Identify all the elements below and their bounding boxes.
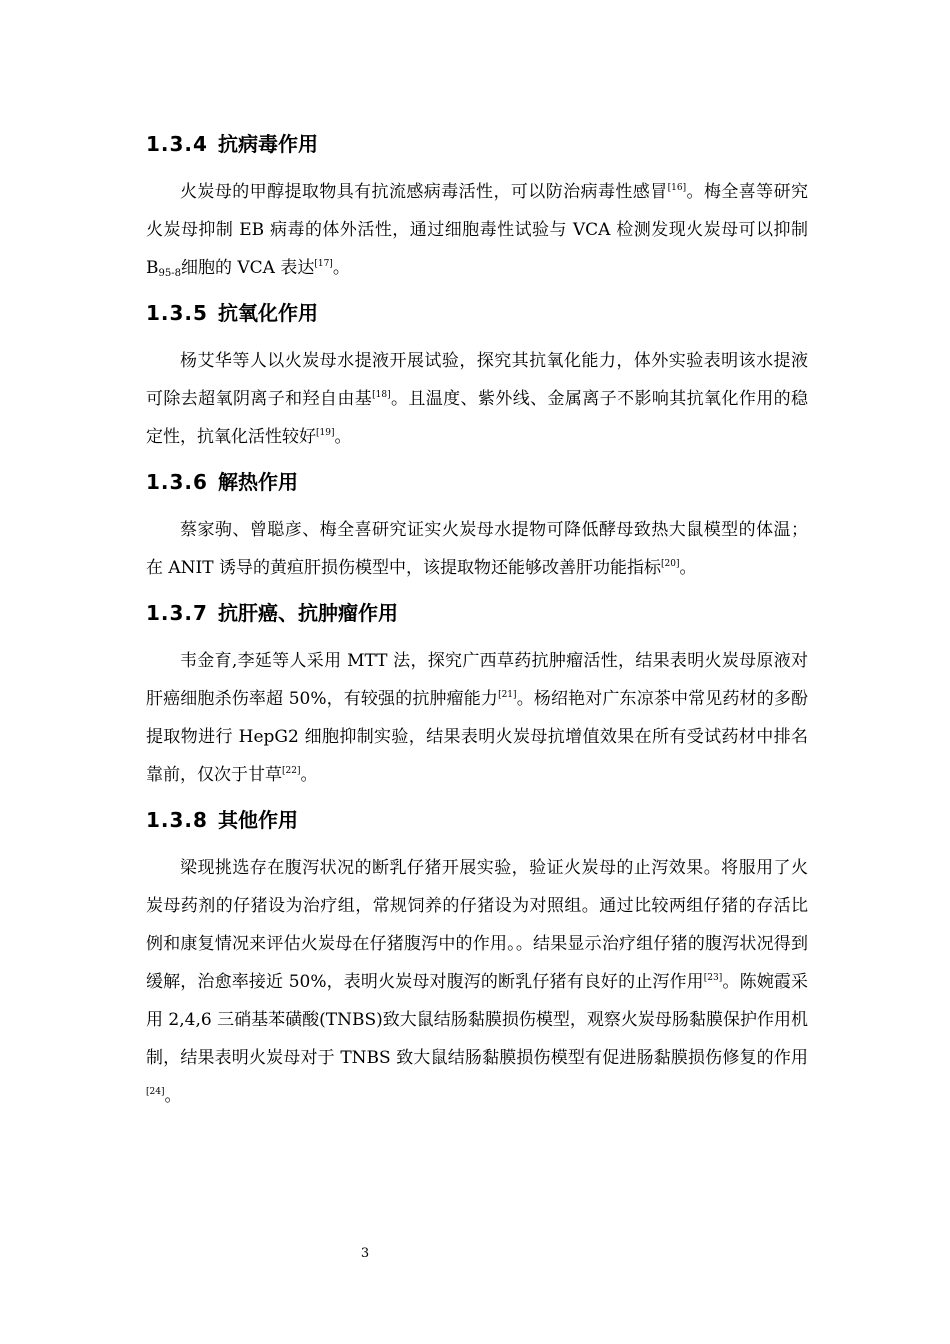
text-run: 。杨绍艳对广东凉茶中常见药材的多酚提取物进行 HepG2 细胞抑制实验，结果表明火炭母抗增值效果在所有受试药材中排名靠前，仅次于甘草	[146, 689, 808, 785]
text-run: 。梅全喜等研究火炭母抑制 EB 病毒的体外活性，通过细胞毒性试验与 VCA 检测发现火炭母可以抑制 B	[146, 182, 809, 278]
section-number: 1.3.6	[146, 470, 208, 494]
citation: [23]	[703, 973, 723, 983]
citation: [21]	[498, 690, 517, 700]
text-run: 。	[334, 427, 352, 447]
section-heading-antiviral	[146, 130, 808, 158]
citation: [24]	[146, 1087, 165, 1097]
text-run: 蔡家驹、曾聪彦、梅全喜研究证实火炭母水提物可降低酵母致热大鼠模型的体温；在 ANIT 诱导的黄疸肝损伤模型中，该提取物还能够改善肝功能指标	[146, 520, 808, 578]
text-run: 。	[164, 1086, 182, 1106]
citation: [17]	[314, 259, 333, 269]
text-run: 。且温度、紫外线、金属离子不影响其抗氧化作用的稳定性，抗氧化活性较好	[146, 389, 809, 447]
section-title: 抗病毒作用	[217, 132, 318, 156]
text-run: 。	[332, 258, 350, 278]
section-heading-antitumor	[146, 599, 808, 627]
citation: [16]	[667, 183, 687, 193]
text-run: 。	[300, 765, 318, 785]
text-run: 细胞的 VCA 表达	[180, 258, 315, 278]
section-number: 1.3.5	[146, 301, 208, 325]
paragraph-antipyretic	[146, 511, 808, 587]
section-title: 解热作用	[217, 470, 298, 494]
citation: [18]	[372, 390, 391, 400]
section-title: 抗氧化作用	[217, 301, 318, 325]
section-number: 1.3.8	[146, 808, 208, 832]
section-number: 1.3.4	[146, 132, 208, 156]
paragraph-antitumor	[146, 642, 808, 794]
section-title: 其他作用	[217, 808, 298, 832]
subscript: 95-8	[158, 268, 181, 279]
text-run: 杨艾华等人以火炭母水提液开展试验，探究其抗氧化能力，体外实验表明该水提液可除去超氧阴离子和羟自由基	[146, 351, 808, 409]
citation: [22]	[282, 766, 301, 776]
citation: [19]	[316, 428, 335, 438]
text-run: 韦金育,李延等人采用 MTT 法，探究广西草药抗肿瘤活性，结果表明火炭母原液对肝癌细胞杀伤率超 50%，有较强的抗肿瘤能力	[146, 651, 808, 709]
text-run: 。	[679, 558, 697, 578]
section-title: 抗肝癌、抗肿瘤作用	[217, 601, 398, 625]
paragraph-antioxidant	[146, 342, 808, 456]
text-run: 火炭母的甲醇提取物具有抗流感病毒活性，可以防治病毒性感冒	[180, 182, 668, 202]
paragraph-antiviral	[146, 173, 808, 287]
text-run: 。陈婉霞采用 2,4,6 三硝基苯磺酸(TNBS)致大鼠结肠黏膜损伤模型，观察火炭母肠黏膜保护作用机制，结果表明火炭母对于 TNBS 致大鼠结肠黏膜损伤模型有促进肠黏膜损伤修复的作用	[146, 972, 808, 1068]
section-heading-antipyretic	[146, 468, 808, 496]
section-heading-other	[146, 806, 808, 834]
section-heading-antioxidant	[146, 299, 808, 327]
page-content	[146, 118, 808, 1125]
page-number: 3	[360, 1246, 370, 1261]
section-number: 1.3.7	[146, 601, 208, 625]
citation: [20]	[661, 559, 680, 569]
text-run: 梁现挑选存在腹泻状况的断乳仔猪开展实验，验证火炭母的止泻效果。将服用了火炭母药剂的仔猪设为治疗组，常规饲养的仔猪设为对照组。通过比较两组仔猪的存活比例和康复情况来评估火炭母在仔猪腹泻中的作用。。结果显示治疗组仔猪的腹泻状况得到缓解，治愈率接近 50%，表明火炭母对腹泻的断乳仔猪有良好的止泻作用	[146, 858, 808, 992]
paragraph-other	[146, 849, 808, 1115]
